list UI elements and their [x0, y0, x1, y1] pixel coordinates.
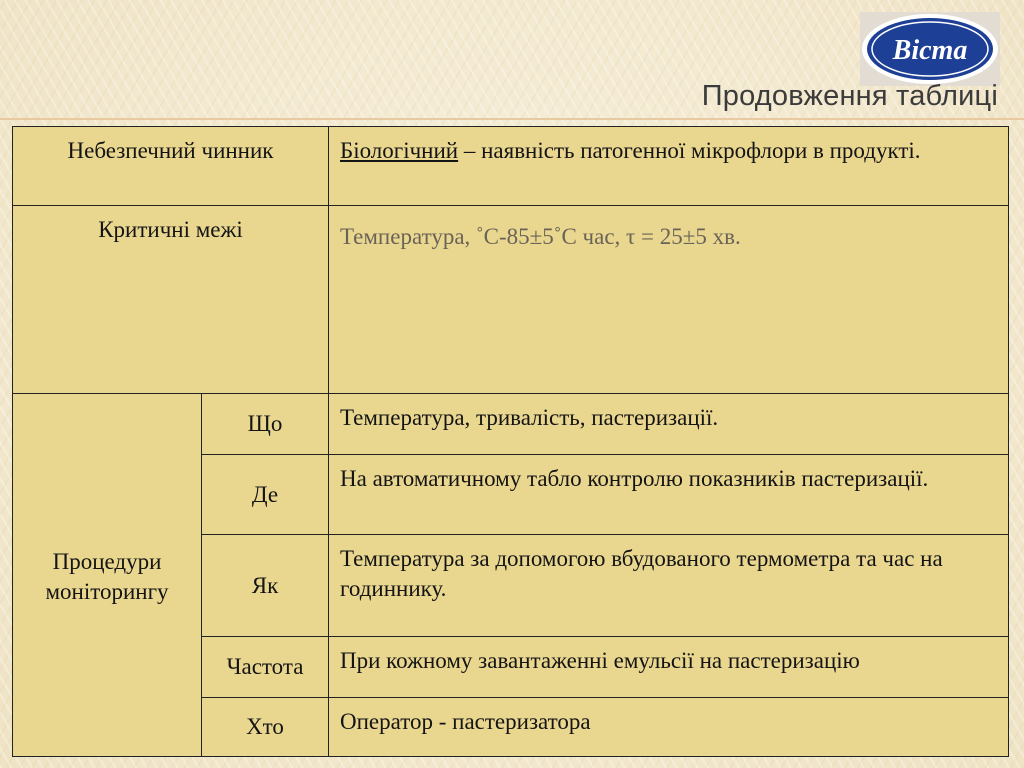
where-label: Де: [202, 455, 329, 535]
hazard-type: Біологічний: [340, 138, 459, 163]
haccp-table: [12, 126, 1009, 757]
hazard-description: – наявність патогенної мікрофлори в продукті.: [458, 138, 921, 163]
logo-text: Віста: [892, 35, 968, 66]
limits-label: Критичні межі: [13, 206, 329, 394]
how-label: Як: [202, 535, 329, 637]
who-value: Оператор - пастеризатора: [329, 698, 1009, 757]
hazard-label: Небезпечний чинник: [13, 127, 329, 206]
table-row-hazard: [13, 127, 1009, 206]
frequency-value: При кожному завантаженні емульсії на пастеризацію: [329, 637, 1009, 698]
hazard-value: [329, 127, 1009, 206]
who-label: Хто: [202, 698, 329, 757]
logo-emblem: [860, 12, 1000, 86]
table-row-what: [13, 394, 1009, 455]
how-value: Температура за допомогою вбудованого термометра та час на годиннику.: [329, 535, 1009, 637]
what-label: Що: [202, 394, 329, 455]
frequency-label: Частота: [202, 637, 329, 698]
header-divider: [0, 118, 1024, 120]
what-value: Температура, тривалість, пастеризації.: [329, 394, 1009, 455]
vista-logo: [860, 12, 1000, 86]
table-row-limits: [13, 206, 1009, 394]
where-value: На автоматичному табло контролю показників пастеризації.: [329, 455, 1009, 535]
monitoring-label: Процедури моніторингу: [13, 394, 202, 757]
limits-value: Температура, ˚С-85±5˚С час, τ = 25±5 хв.: [329, 206, 1009, 394]
page-subtitle: Продовження таблиці: [701, 80, 998, 112]
